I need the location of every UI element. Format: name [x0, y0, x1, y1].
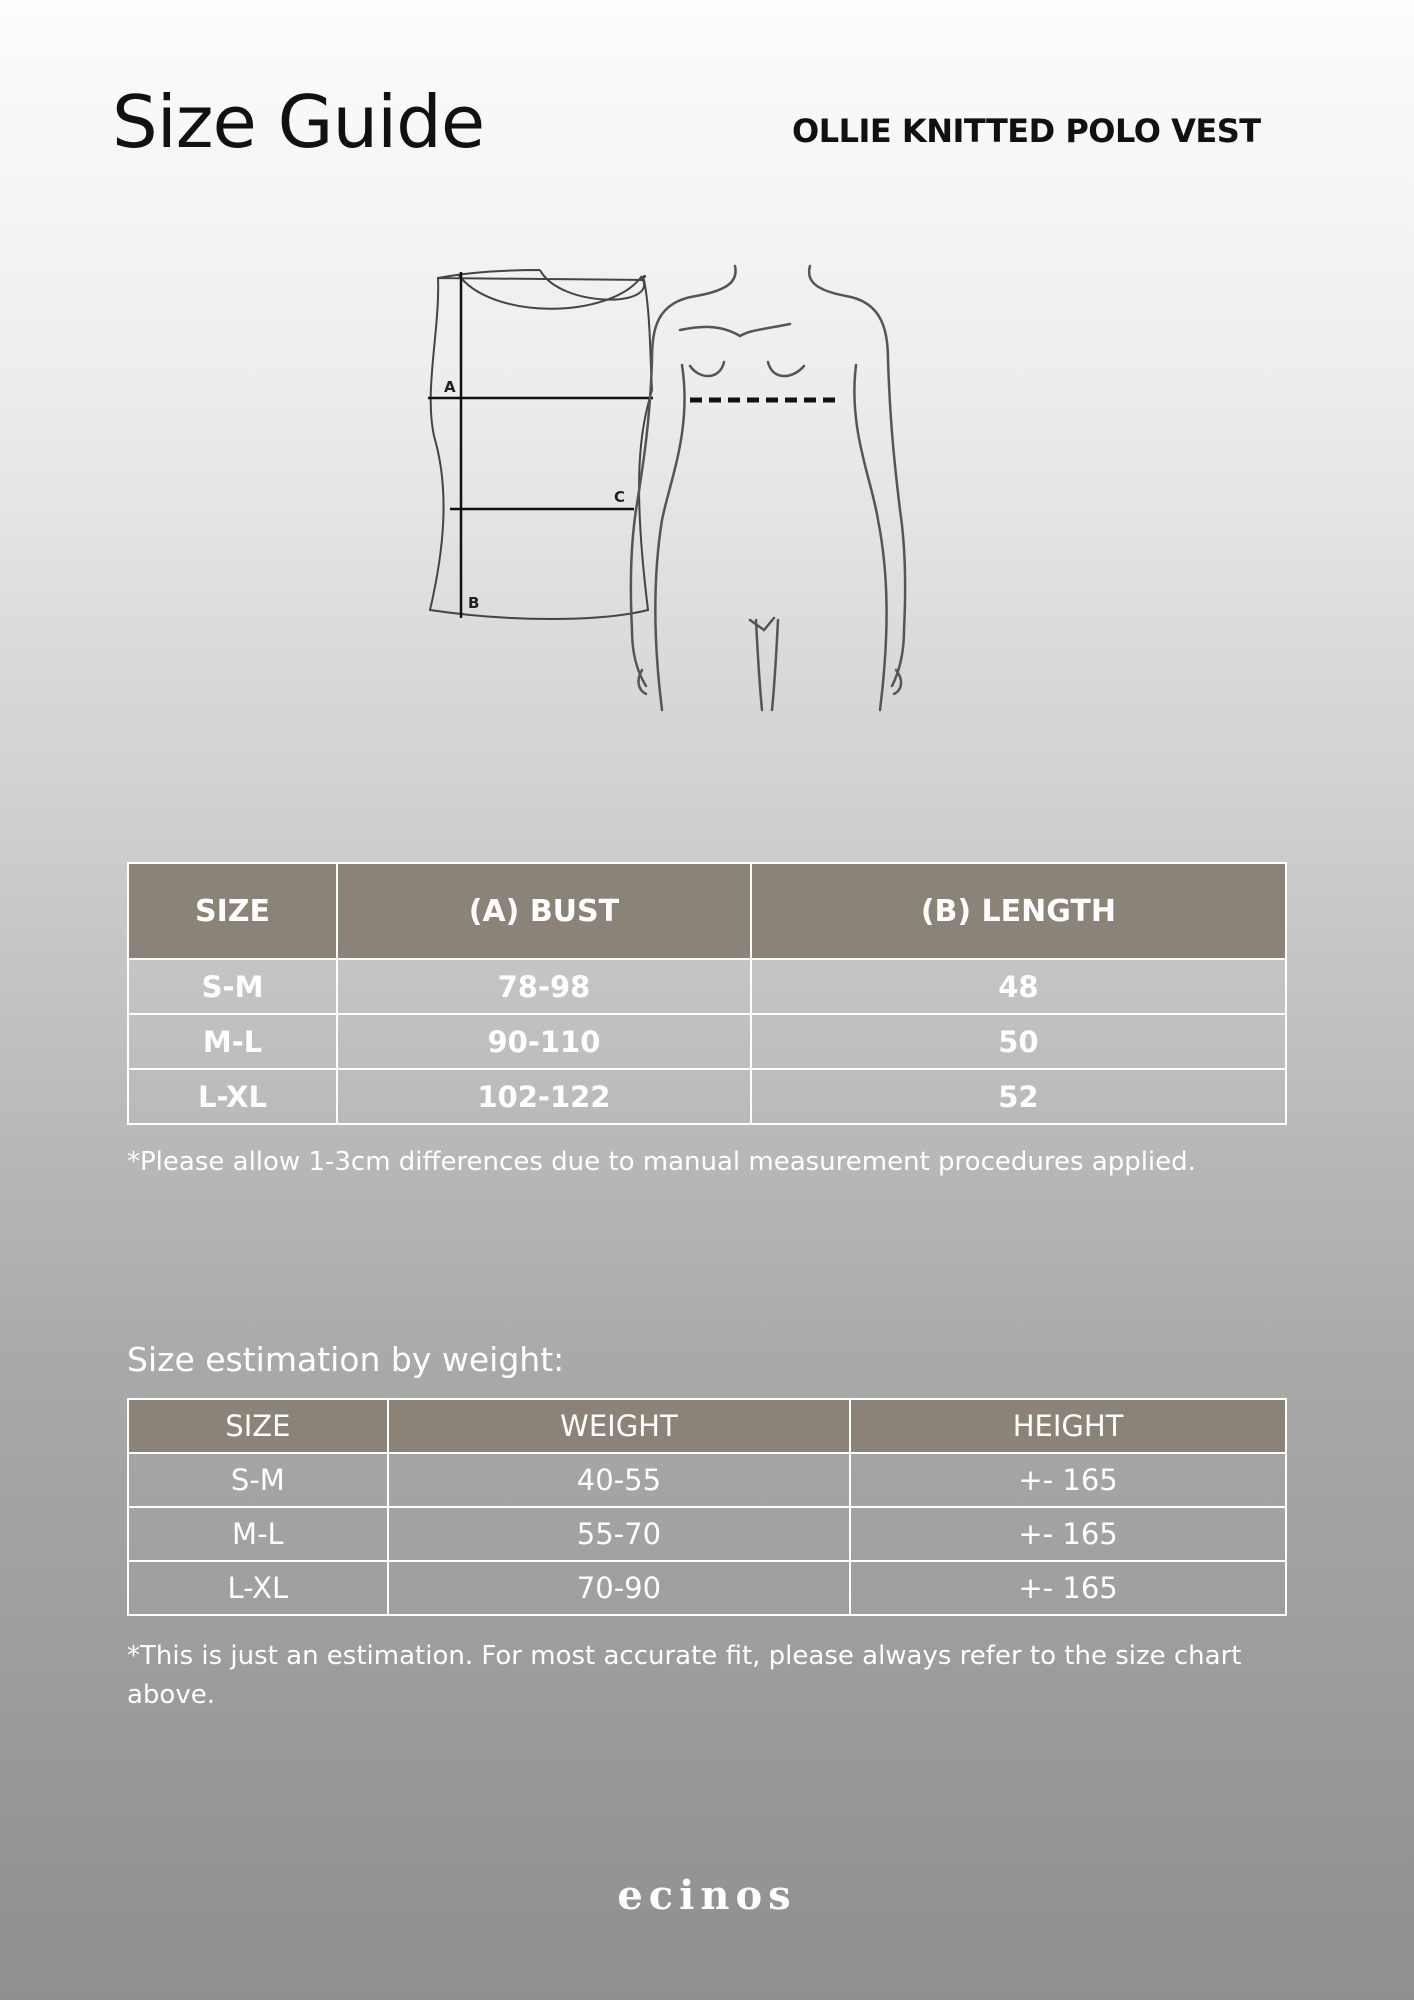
header-length: (B) LENGTH: [751, 863, 1286, 959]
cell-size: S-M: [128, 959, 337, 1014]
product-name: OLLIE KNITTED POLO VEST: [792, 112, 1261, 150]
measurement-lines: [428, 272, 653, 618]
brand-logo: ecinos: [617, 1872, 797, 1919]
cell-weight: 70-90: [388, 1561, 850, 1615]
table-row: [128, 1014, 1286, 1069]
cell-height: +- 165: [850, 1453, 1286, 1507]
cell-height: +- 165: [850, 1507, 1286, 1561]
cell-bust: 78-98: [337, 959, 751, 1014]
cell-bust: 90-110: [337, 1014, 751, 1069]
cell-size: L-XL: [128, 1069, 337, 1124]
table-row: [128, 1507, 1286, 1561]
header-height: HEIGHT: [850, 1399, 1286, 1453]
weight-chart-table: [127, 1398, 1287, 1616]
cell-length: 52: [751, 1069, 1286, 1124]
table-row: [128, 1069, 1286, 1124]
estimation-note: *This is just an estimation. For most accurate fit, please always refer to the size chart above.: [127, 1641, 1242, 1710]
measurement-note: *Please allow 1-3cm differences due to manual measurement procedures applied.: [127, 1147, 1196, 1177]
label-c: C: [614, 488, 626, 506]
cell-size: S-M: [128, 1453, 388, 1507]
label-a: A: [444, 378, 456, 396]
measurement-illustration: [400, 250, 1020, 770]
table-row: [128, 959, 1286, 1014]
body-figure-drawing: [631, 266, 905, 710]
cell-height: +- 165: [850, 1561, 1286, 1615]
size-chart-header-row: [128, 863, 1286, 959]
tank-top-drawing: [430, 270, 652, 619]
table-row: [128, 1561, 1286, 1615]
header-size: SIZE: [128, 1399, 388, 1453]
cell-size: L-XL: [128, 1561, 388, 1615]
weight-chart-header-row: [128, 1399, 1286, 1453]
header-weight: WEIGHT: [388, 1399, 850, 1453]
cell-weight: 55-70: [388, 1507, 850, 1561]
cell-size: M-L: [128, 1014, 337, 1069]
cell-size: M-L: [128, 1507, 388, 1561]
page-title: Size Guide: [112, 80, 485, 164]
cell-length: 48: [751, 959, 1286, 1014]
cell-weight: 40-55: [388, 1453, 850, 1507]
table-row: [128, 1453, 1286, 1507]
cell-bust: 102-122: [337, 1069, 751, 1124]
header-bust: (A) BUST: [337, 863, 751, 959]
header-size: SIZE: [128, 863, 337, 959]
weight-section-title: Size estimation by weight:: [127, 1340, 565, 1379]
label-b: B: [468, 594, 480, 612]
size-chart-table: [127, 862, 1287, 1125]
cell-length: 50: [751, 1014, 1286, 1069]
